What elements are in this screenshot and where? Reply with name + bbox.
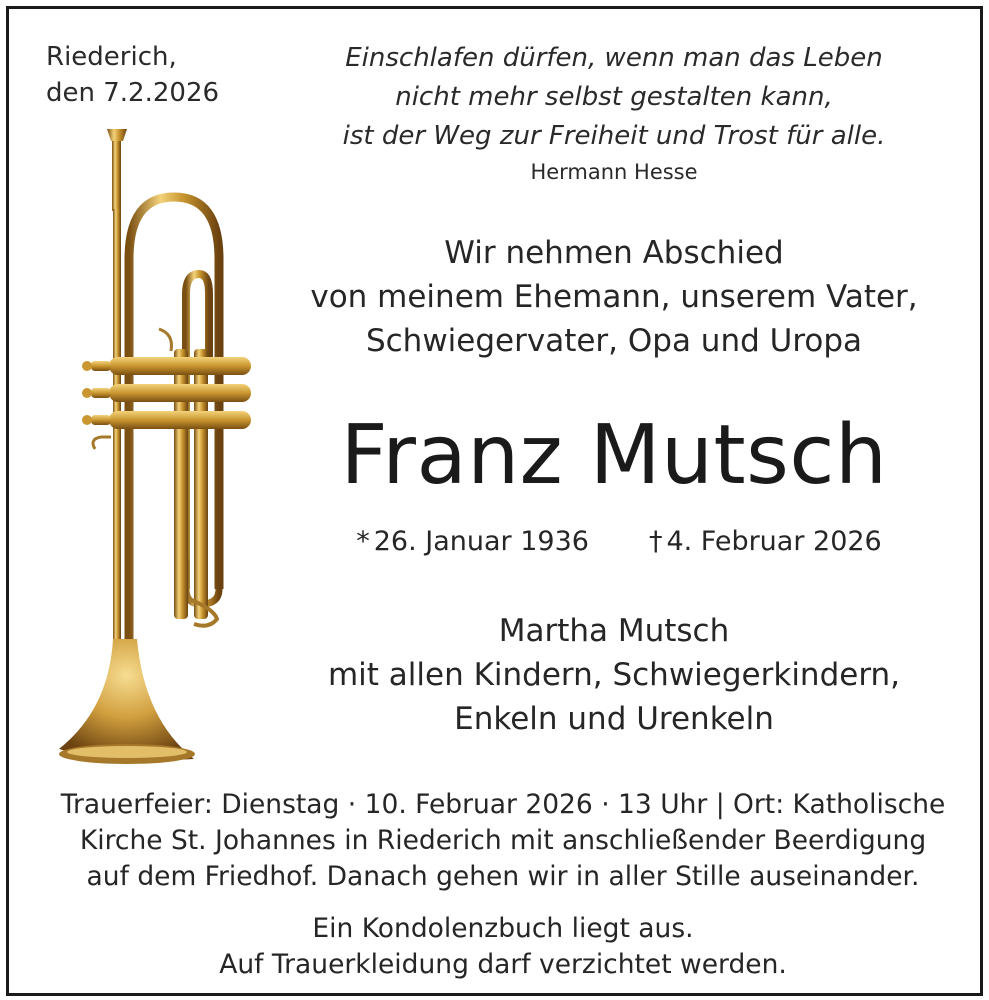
farewell-line: Wir nehmen Abschied bbox=[444, 235, 784, 271]
birth-date: 26. Januar 1936 bbox=[373, 526, 589, 557]
mourner-line: mit allen Kindern, Schwiegerkindern, bbox=[327, 657, 901, 693]
service-line: Kirche St. Johannes in Riederich mit anschließender Beerdigung bbox=[79, 825, 927, 856]
farewell-line: von meinem Ehemann, unserem Vater, bbox=[310, 279, 918, 315]
additional-notes bbox=[23, 911, 983, 983]
death-symbol: † bbox=[648, 526, 663, 557]
farewell-text bbox=[269, 231, 959, 363]
trumpet-icon bbox=[49, 119, 279, 774]
birth-symbol: * bbox=[356, 526, 370, 557]
quote-line: nicht mehr selbst gestalten kann, bbox=[395, 82, 833, 112]
quote-line: Einschlafen dürfen, wenn man das Leben bbox=[345, 43, 883, 73]
deceased-name: Franz Mutsch bbox=[340, 408, 888, 503]
death-date-group bbox=[649, 523, 882, 561]
service-line: Trauerfeier: Dienstag · 10. Februar 2026 · 13 Uhr | Ort: Katholische bbox=[60, 789, 946, 820]
quote-author: Hermann Hesse bbox=[530, 160, 698, 184]
quote bbox=[299, 39, 929, 156]
note-line: Ein Kondolenzbuch liegt aus. bbox=[312, 913, 694, 944]
quote-line: ist der Weg zur Freiheit und Trost für alle. bbox=[342, 121, 886, 151]
life-dates bbox=[309, 523, 929, 561]
mourner-line: Enkeln und Urenkeln bbox=[454, 701, 774, 737]
mourner-line: Martha Mutsch bbox=[498, 613, 730, 649]
funeral-service-info bbox=[23, 787, 983, 895]
note-line: Auf Trauerkleidung darf verzichtet werden. bbox=[219, 949, 787, 980]
mourners bbox=[269, 609, 959, 741]
place-date bbox=[46, 39, 219, 111]
farewell-line: Schwiegervater, Opa und Uropa bbox=[365, 323, 863, 359]
birth-date-group bbox=[356, 523, 589, 561]
death-date: 4. Februar 2026 bbox=[666, 526, 882, 557]
date: den 7.2.2026 bbox=[46, 78, 220, 108]
place: Riederich, bbox=[46, 42, 177, 72]
service-line: auf dem Friedhof. Danach gehen wir in aller Stille auseinander. bbox=[86, 861, 920, 892]
obituary-frame bbox=[6, 6, 983, 996]
